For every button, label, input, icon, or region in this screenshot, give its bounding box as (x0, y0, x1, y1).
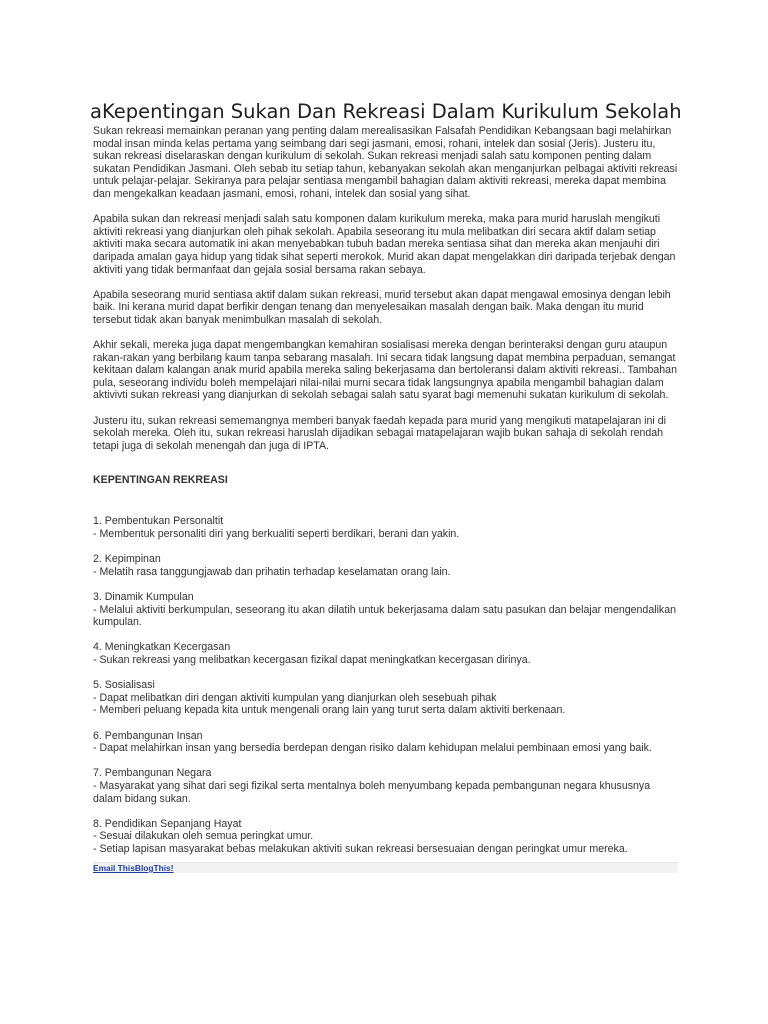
list-item-title: 7. Pembangunan Negara (93, 767, 212, 780)
paragraph-emotion: Apabila seseorang murid sentiasa aktif dalam sukan rekreasi, murid tersebut akan dapat mengawal emosinya dengan lebih baik. Ini kerana murid dapat berfikir dengan tenang dan menyelesaikan masalah dengan baik. Maka dengan itu murid tersebut tidak akan banyak menimbulkan masalah di sekolah. (93, 288, 671, 326)
list-item-line: - Setiap lapisan masyarakat bebas melakukan aktiviti sukan rekreasi bersesuaian dengan peringkat umur mereka. (93, 842, 628, 855)
list-item-line: - Membentuk personaliti diri yang berkualiti seperti berdikari, berani dan yakin. (93, 528, 460, 541)
blog-post (90, 100, 682, 874)
list-item (93, 641, 678, 666)
list-item (93, 767, 678, 805)
list-item-line: - Dapat melahirkan insan yang bersedia berdepan dengan risiko dalam kehidupan melalui pembinaan emosi yang baik. (93, 742, 652, 755)
list-item-title: 1. Pembentukan Personaltit (93, 515, 224, 528)
list-item-line: - Memberi peluang kepada kita untuk mengenali orang lain yang turut serta dalam aktiviti berkenaan. (93, 704, 566, 717)
list-item (93, 730, 678, 755)
list-item-line: - Masyarakat yang sihat dari segi fizikal serta mentalnya boleh menyumbang kepada pembangunan negara khususnya dalam bidang sukan. (93, 779, 651, 805)
list-item (93, 553, 678, 578)
paragraph-intro: Sukan rekreasi memainkan peranan yang penting dalam merealisasikan Falsafah Pendidikan Kebangsaan bagi melahirkan modal insan minda kelas pertama yang seimbang dari segi jasmani, emosi, rohani, intelek dan sosial (Jeris). Justeru itu, sukan rekreasi diselaraskan dengan kurikulum di sekolah. Sukan rekreasi menjadi salah satu komponen penting dalam sukatan Pendidikan Jasmani. Oleh sebab itu setiap tahun, kebanyakan sekolah akan menganjurkan pelbagai aktiviti rekreasi untuk pelajar-pelajar. Sekiranya para pelajar sentiasa mengambil bahagian dalam aktiviti rekreasi, mereka dapat membina dan mengekalkan keadaan jasmani, emosi, rohani, intelek dan sosial yang sihat. (93, 125, 678, 200)
list-item-line: - Melalui aktiviti berkumpulan, seseorang itu akan dilatih untuk bekerjasama dalam satu pasukan dan belajar mengendalikan kumpulan. (93, 603, 676, 629)
list-item (93, 818, 678, 856)
post-title: aKepentingan Sukan Dan Rekreasi Dalam Kurikulum Sekolah (90, 100, 682, 123)
email-this-link[interactable]: Email This (93, 863, 135, 874)
paragraph-socialisation: Akhir sekali, mereka juga dapat mengembangkan kemahiran sosialisasi mereka dengan berinteraksi dengan guru ataupun rakan-rakan yang berbilang kaum tanpa sebarang masalah. Ini secara tidak langsung dapat membina perpaduan, semangat kekitaan dalam kalangan anak murid apabila mereka saling bekerjasama dan bertoleransi dalam aktiviti rekreasi.. Tambahan pula, seseorang individu boleh mempelajari nilai-nilai murni secara tidak langsungnya apabila mengambil bahagian dalam aktivivti sukan rekreasi yang dianjurkan di sekolah sebagai salah satu syarat bagi memenuhi sukatan kurikulum di sekolah. (93, 339, 677, 402)
list-item (93, 679, 678, 717)
list-item (93, 515, 678, 540)
list-item (93, 591, 678, 629)
list-item-title: 8. Pendidikan Sepanjang Hayat (93, 817, 242, 830)
section-heading: KEPENTINGAN REKREASI (93, 474, 228, 487)
paragraph-conclusion: Justeru itu, sukan rekreasi sememangnya memberi banyak faedah kepada para murid yang mengikuti matapelajaran ini di sekolah mereka. Oleh itu, sukan rekreasi haruslah dijadikan sebagai matapelajaran wajib bukan sahaja di sekolah rendah tetapi juga di sekolah menengah dan juga di IPTA. (93, 414, 666, 452)
list-item-title: 3. Dinamik Kumpulan (93, 591, 194, 603)
list-item-title: 4. Meningkatkan Kecergasan (93, 641, 231, 654)
importance-list (93, 515, 678, 855)
post-footer (93, 862, 678, 873)
list-item-title: 6. Pembangunan Insan (93, 729, 203, 742)
list-item-line: - Dapat melibatkan diri dengan aktiviti kumpulan yang dianjurkan oleh sesebuah pihak (93, 691, 497, 704)
paragraph-curriculum: Apabila sukan dan rekreasi menjadi salah satu komponen dalam kurikulum mereka, maka para murid haruslah mengikuti aktiviti rekreasi yang dianjurkan oleh pihak sekolah. Apabila seseorang itu mula melibatkan diri secara aktif dalam setiap aktiviti maka secara automatik ini akan menyebabkan tubuh badan mereka sentiasa sihat dan mereka akan menjauhi diri daripada amalan gaya hidup yang tidak sihat seperti merokok. Murid akan dapat mengelakkan diri daripada terjebak dengan aktiviti yang tidak bermanfaat dan gejala sosial bersama rakan sebaya. (93, 213, 676, 276)
list-item-line: - Melatih rasa tanggungjawab dan prihatin terhadap keselamatan orang lain. (93, 565, 451, 578)
list-item-line: - Sukan rekreasi yang melibatkan kecergasan fizikal dapat meningkatkan kecergasan dirinya. (93, 653, 531, 666)
list-item-title: 2. Kepimpinan (93, 553, 161, 566)
blog-this-link[interactable]: BlogThis! (134, 863, 174, 874)
list-item-line: - Sesuai dilakukan oleh semua peringkat umur. (93, 830, 314, 843)
list-item-title: 5. Sosialisasi (93, 679, 155, 692)
